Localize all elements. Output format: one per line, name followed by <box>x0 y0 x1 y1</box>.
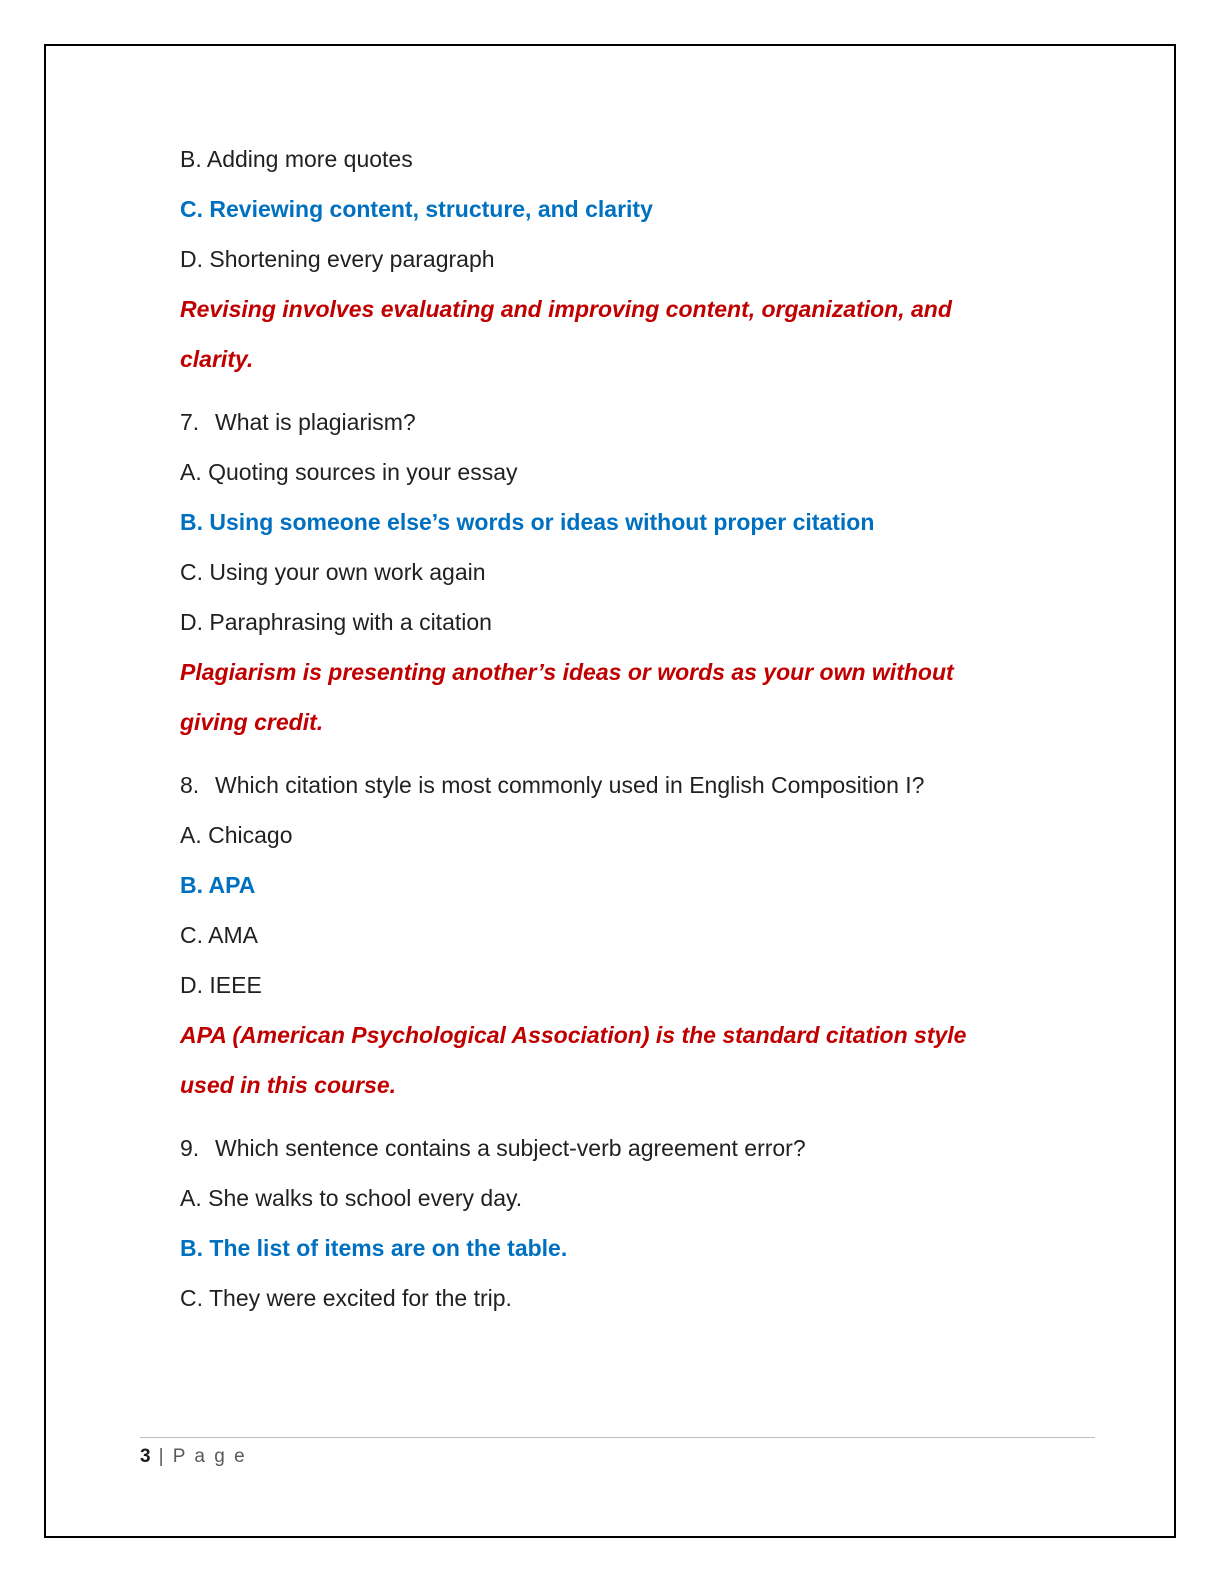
question-number: 8. <box>180 772 200 798</box>
option: D. IEEE <box>180 972 262 998</box>
option: C. AMA <box>180 922 258 948</box>
footer-divider <box>140 1437 1095 1438</box>
option: D. Paraphrasing with a citation <box>180 609 492 635</box>
page-number: 3 <box>140 1446 151 1467</box>
question-prompt: Which citation style is most commonly used in English Composition I? <box>215 772 925 798</box>
question-9 <box>180 1123 1080 1173</box>
question-prompt: Which sentence contains a subject-verb agreement error? <box>215 1135 806 1161</box>
option: A. Chicago <box>180 822 293 848</box>
document-content <box>180 134 1080 1323</box>
option: A. She walks to school every day. <box>180 1185 523 1211</box>
option: C. They were excited for the trip. <box>180 1285 512 1311</box>
answer-explanation: Revising involves evaluating and improving content, organization, and clarity. <box>180 296 952 372</box>
option: D. Shortening every paragraph <box>180 246 495 272</box>
option: B. Adding more quotes <box>180 146 413 172</box>
question-8 <box>180 760 1080 810</box>
page-footer-label: | P a g e <box>158 1446 247 1467</box>
option-correct-answer: C. Reviewing content, structure, and clarity <box>180 196 653 222</box>
question-number: 9. <box>180 1135 200 1161</box>
question-7 <box>180 397 1080 447</box>
option-correct-answer: B. APA <box>180 872 256 898</box>
option: A. Quoting sources in your essay <box>180 459 518 485</box>
option-correct-answer: B. Using someone else’s words or ideas without proper citation <box>180 509 875 535</box>
option: C. Using your own work again <box>180 559 486 585</box>
question-number: 7. <box>180 409 200 435</box>
page-footer <box>140 1446 247 1468</box>
question-prompt: What is plagiarism? <box>215 409 416 435</box>
option-correct-answer: B. The list of items are on the table. <box>180 1235 568 1261</box>
answer-explanation: APA (American Psychological Association) is the standard citation style used in this course. <box>180 1022 967 1098</box>
answer-explanation: Plagiarism is presenting another’s ideas or words as your own without giving credit. <box>180 659 954 735</box>
